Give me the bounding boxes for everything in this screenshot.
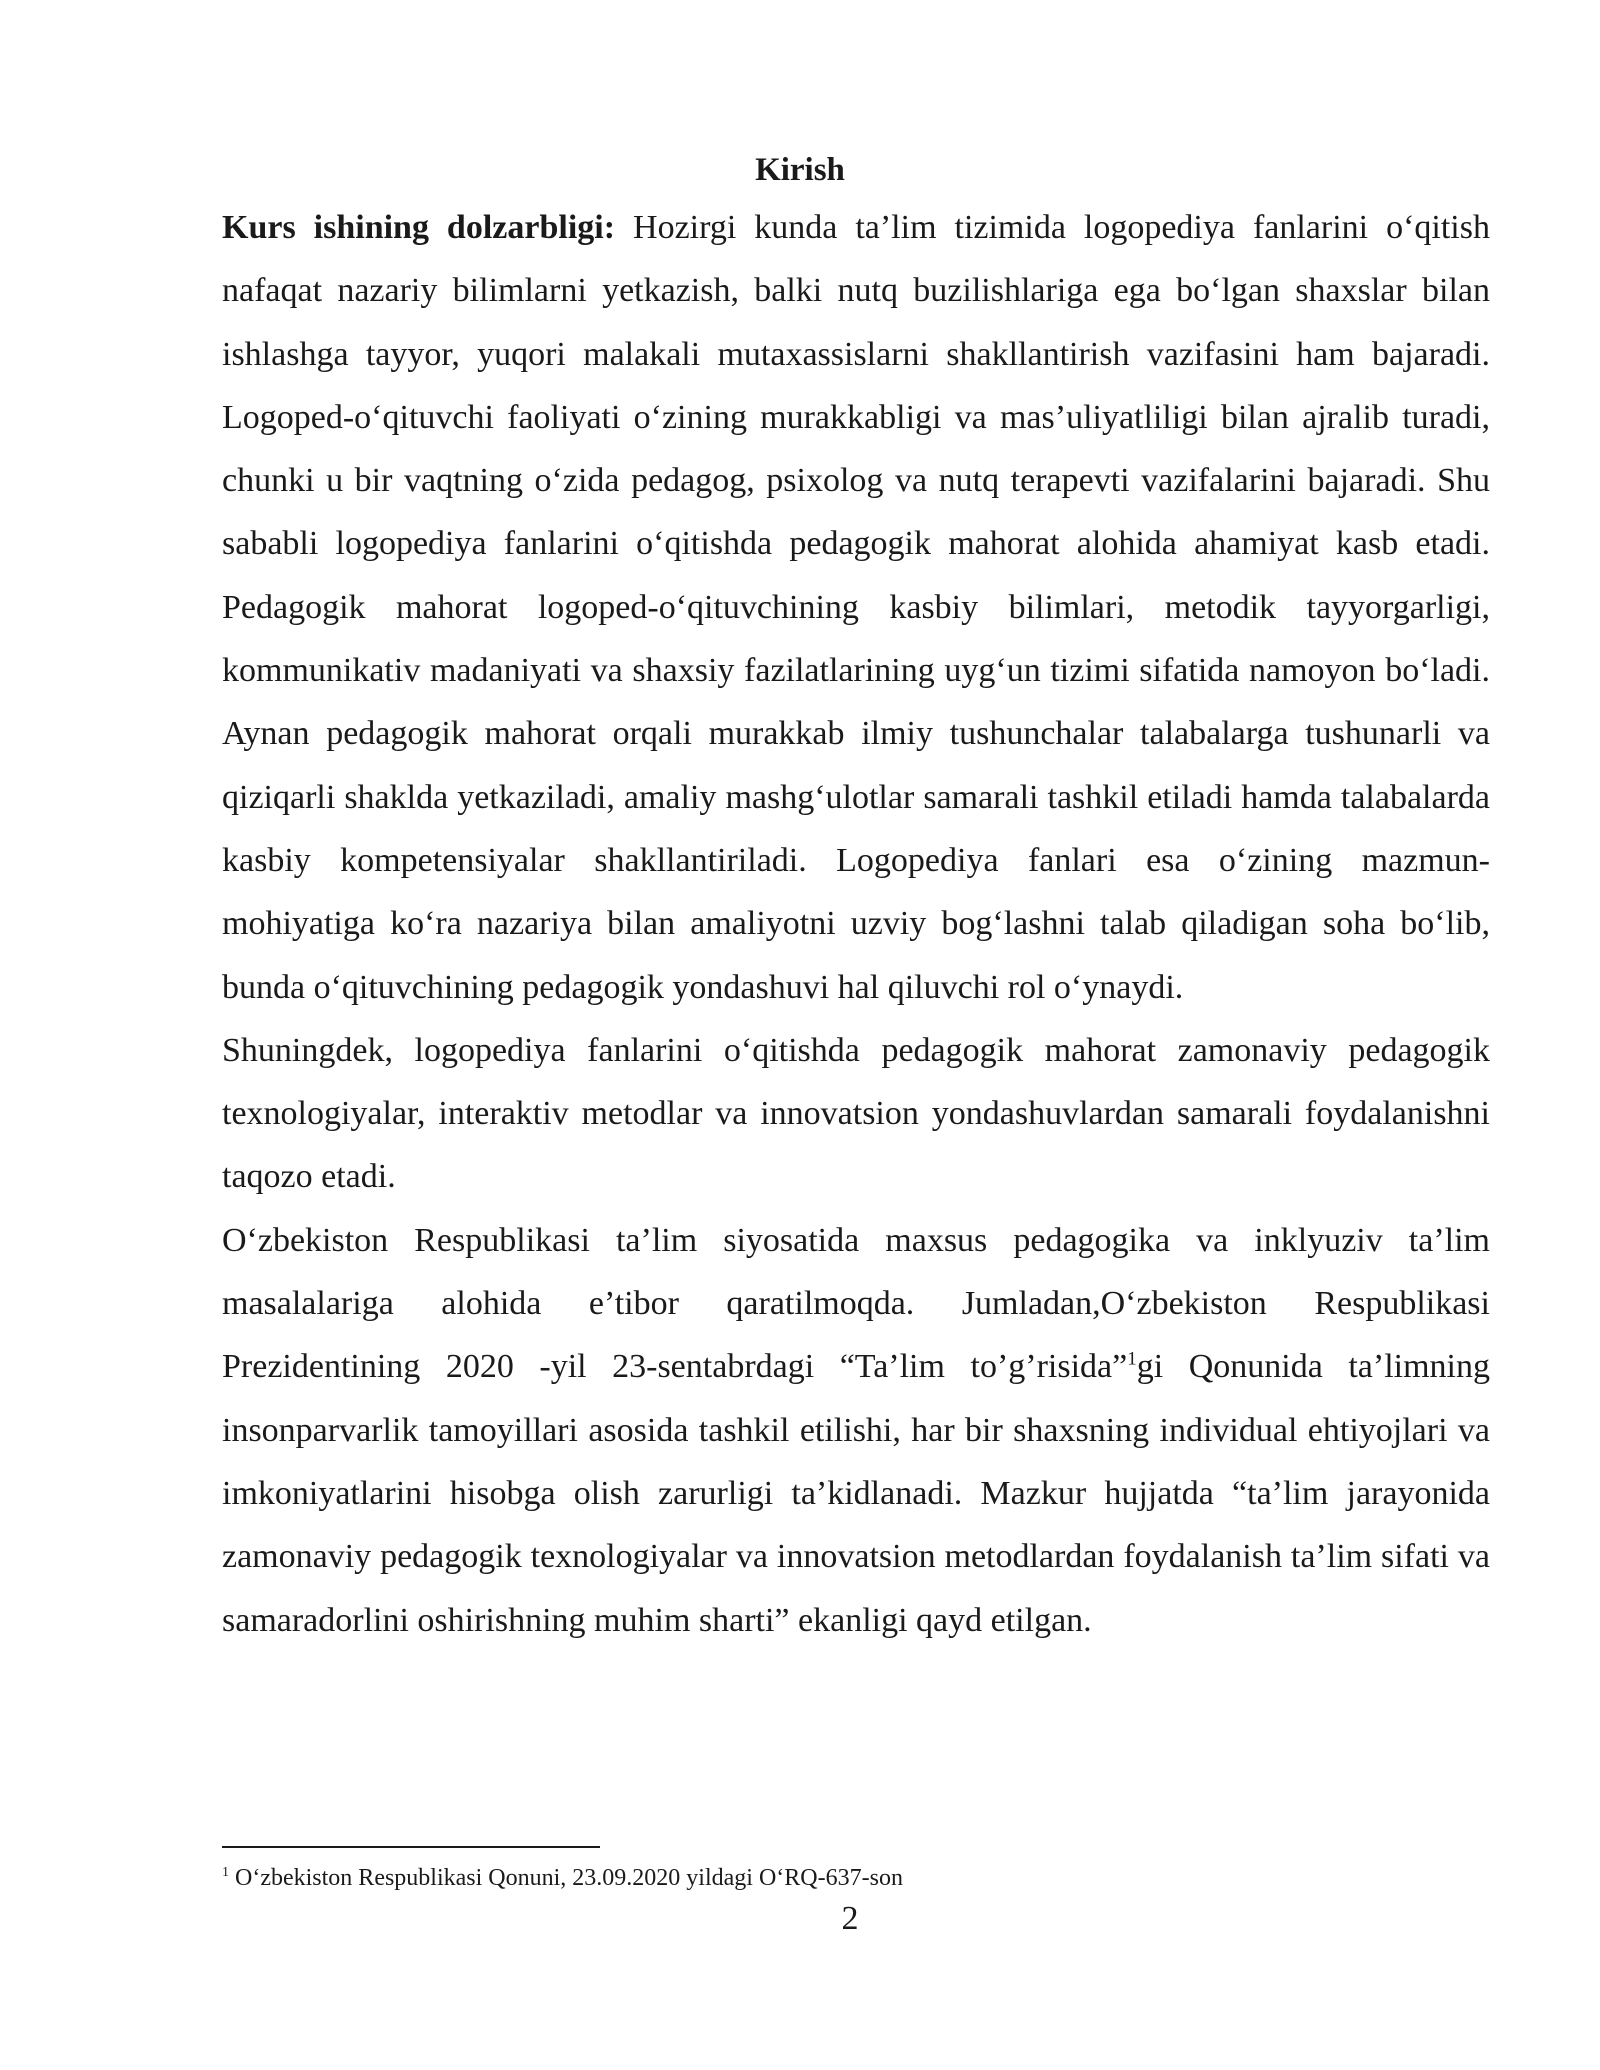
footnote-divider xyxy=(222,1846,600,1848)
paragraph-relevance-text: Hozirgi kunda ta’lim tizimida logopediya fanlarini o‘qitish nafaqat nazariy bilimlarni yetkazish, balki nutq buzilishlariga ega bo‘lgan shaxslar bilan ishlashga tayyor, yuqori malakali mutaxassislarni shakllantirish vazifasini ham bajaradi. Logoped-o‘qituvchi faoliyati o‘zining murakkabligi va mas’uliyatliligi bilan ajralib turadi, chunki u bir vaqtning o‘zida pedagog, psixolog va nutq terapevti vazifalarini bajaradi. Shu sababli logopediya fanlarini o‘qitishda pedagogik mahorat alohida ahamiyat kasb etadi. Pedagogik mahorat logoped-o‘qituvchining kasbiy bilimlari, metodik tayyorgarligi, kommunikativ madaniyati va shaxsiy fazilatlarining uyg‘un tizimi sifatida namoyon bo‘ladi. Aynan pedagogik mahorat orqali murakkab ilmiy tushunchalar talabalarga tushunarli va qiziqarli shaklda yetkaziladi, amaliy mashg‘ulotlar samarali tashkil etiladi hamda talabalarda kasbiy kompetensiyalar shakllantiriladi. Logopediya fanlari esa o‘zining mazmun-mohiyatiga ko‘ra nazariya bilan amaliyotni uzviy bog‘lashni talab qiladigan soha bo‘lib, bunda o‘qituvchining pedagogik yondashuvi hal qiluvchi rol o‘ynaydi. xyxy=(222,209,1490,1006)
paragraph-relevance xyxy=(222,196,1490,1019)
body-text xyxy=(222,196,1490,1652)
footnote-text: O‘zbekiston Respublikasi Qonuni, 23.09.2020 yildagi O‘RQ-637-son xyxy=(229,1865,903,1891)
paragraph-technologies: Shuningdek, logopediya fanlarini o‘qitishda pedagogik mahorat zamonaviy pedagogik texnologiyalar, interaktiv metodlar va innovatsion yondashuvlardan samarali foydalanishni taqozo etadi. xyxy=(222,1031,1490,1196)
footnote-reference[interactable]: 1 xyxy=(1127,1349,1137,1371)
paragraph-policy-text-end: gi Qonunida ta’limning insonparvarlik tamoyillari asosida tashkil etilishi, har bir shaxsning individual ehtiyojlari va imkoniyatlarini hisobga olish zarurligi ta’kidlanadi. Mazkur hujjatda “ta’lim jarayonida zamonaviy pedagogik texnologiyalar va innovatsion metodlardan foydalanish ta’lim sifati va samaradorlini oshirishning muhim sharti” ekanligi qayd etilgan. xyxy=(222,1348,1490,1639)
paragraph-policy xyxy=(222,1209,1490,1652)
paragraph-policy-text-start: O‘zbekiston Respublikasi ta’lim siyosatida maxsus pedagogika va inklyuziv ta’lim masalalariga alohida e’tibor qaratilmoqda. Jumladan,O‘zbekiston Respublikasi Prezidentining 2020 -yil 23-sentabrdagi “Ta’lim to’g’risida” xyxy=(222,1221,1490,1386)
section-heading: Kirish xyxy=(755,152,845,188)
footnote-marker: 1 xyxy=(222,1865,229,1880)
page-number: 2 xyxy=(841,1900,859,1937)
relevance-label: Kurs ishining dolzarbligi: xyxy=(222,209,616,246)
footnote xyxy=(222,1862,1490,1894)
